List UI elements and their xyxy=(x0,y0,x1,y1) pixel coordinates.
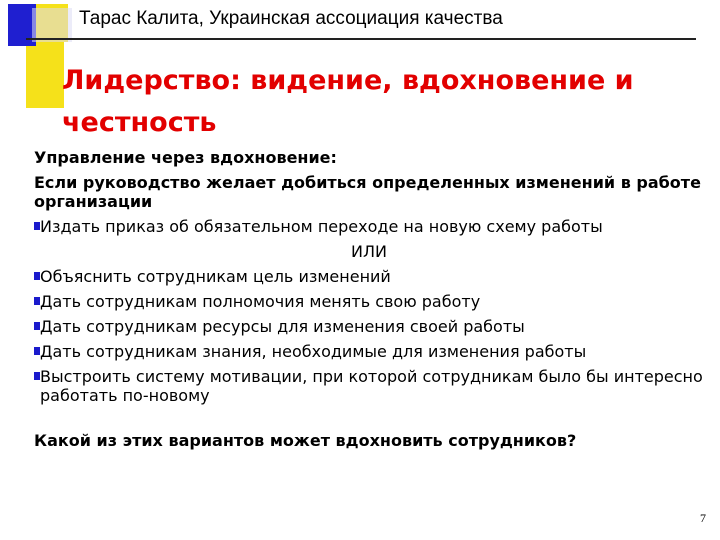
bullet-text: Издать приказ об обязательном переходе на новую схему работы xyxy=(40,217,603,236)
slide-title: Лидерство: видение, вдохновение и честность xyxy=(62,65,634,138)
bullet-text: Объяснить сотрудникам цель изменений xyxy=(40,267,391,286)
decorative-yellow-block-lower xyxy=(26,42,64,108)
intro-heading: Управление через вдохновение: xyxy=(34,148,337,167)
bullet-item xyxy=(34,367,704,405)
bullet-square-icon xyxy=(34,297,40,305)
bullet-item xyxy=(34,267,704,286)
bullet-text: Дать сотрудникам полномочия менять свою работу xyxy=(40,292,481,311)
header-divider xyxy=(26,38,696,40)
bullet-square-icon xyxy=(34,372,40,380)
bullet-square-icon xyxy=(34,347,40,355)
bullet-text: Выстроить систему мотивации, при которой сотрудникам было бы интересно работать по-новому xyxy=(40,367,703,405)
bullet-option-order xyxy=(34,217,704,236)
bullet-text: Дать сотрудникам ресурсы для изменения своей работы xyxy=(40,317,525,336)
bullet-square-icon xyxy=(34,272,40,280)
bullet-item xyxy=(34,317,704,336)
slide-content xyxy=(34,148,704,450)
closing-question: Какой из этих вариантов может вдохновить сотрудников? xyxy=(34,431,577,450)
bullet-text: Дать сотрудникам знания, необходимые для изменения работы xyxy=(40,342,587,361)
bullet-item xyxy=(34,342,704,361)
or-separator: ИЛИ xyxy=(351,242,387,261)
decorative-shadow-square xyxy=(32,8,72,42)
bullet-item xyxy=(34,292,704,311)
bullet-square-icon xyxy=(34,222,40,230)
condition-text: Если руководство желает добиться определенных изменений в работе организации xyxy=(34,173,701,211)
page-number: 7 xyxy=(700,511,706,525)
bullet-square-icon xyxy=(34,322,40,330)
header-author-line: Тарас Калита, Украинская ассоциация качества xyxy=(79,8,503,29)
